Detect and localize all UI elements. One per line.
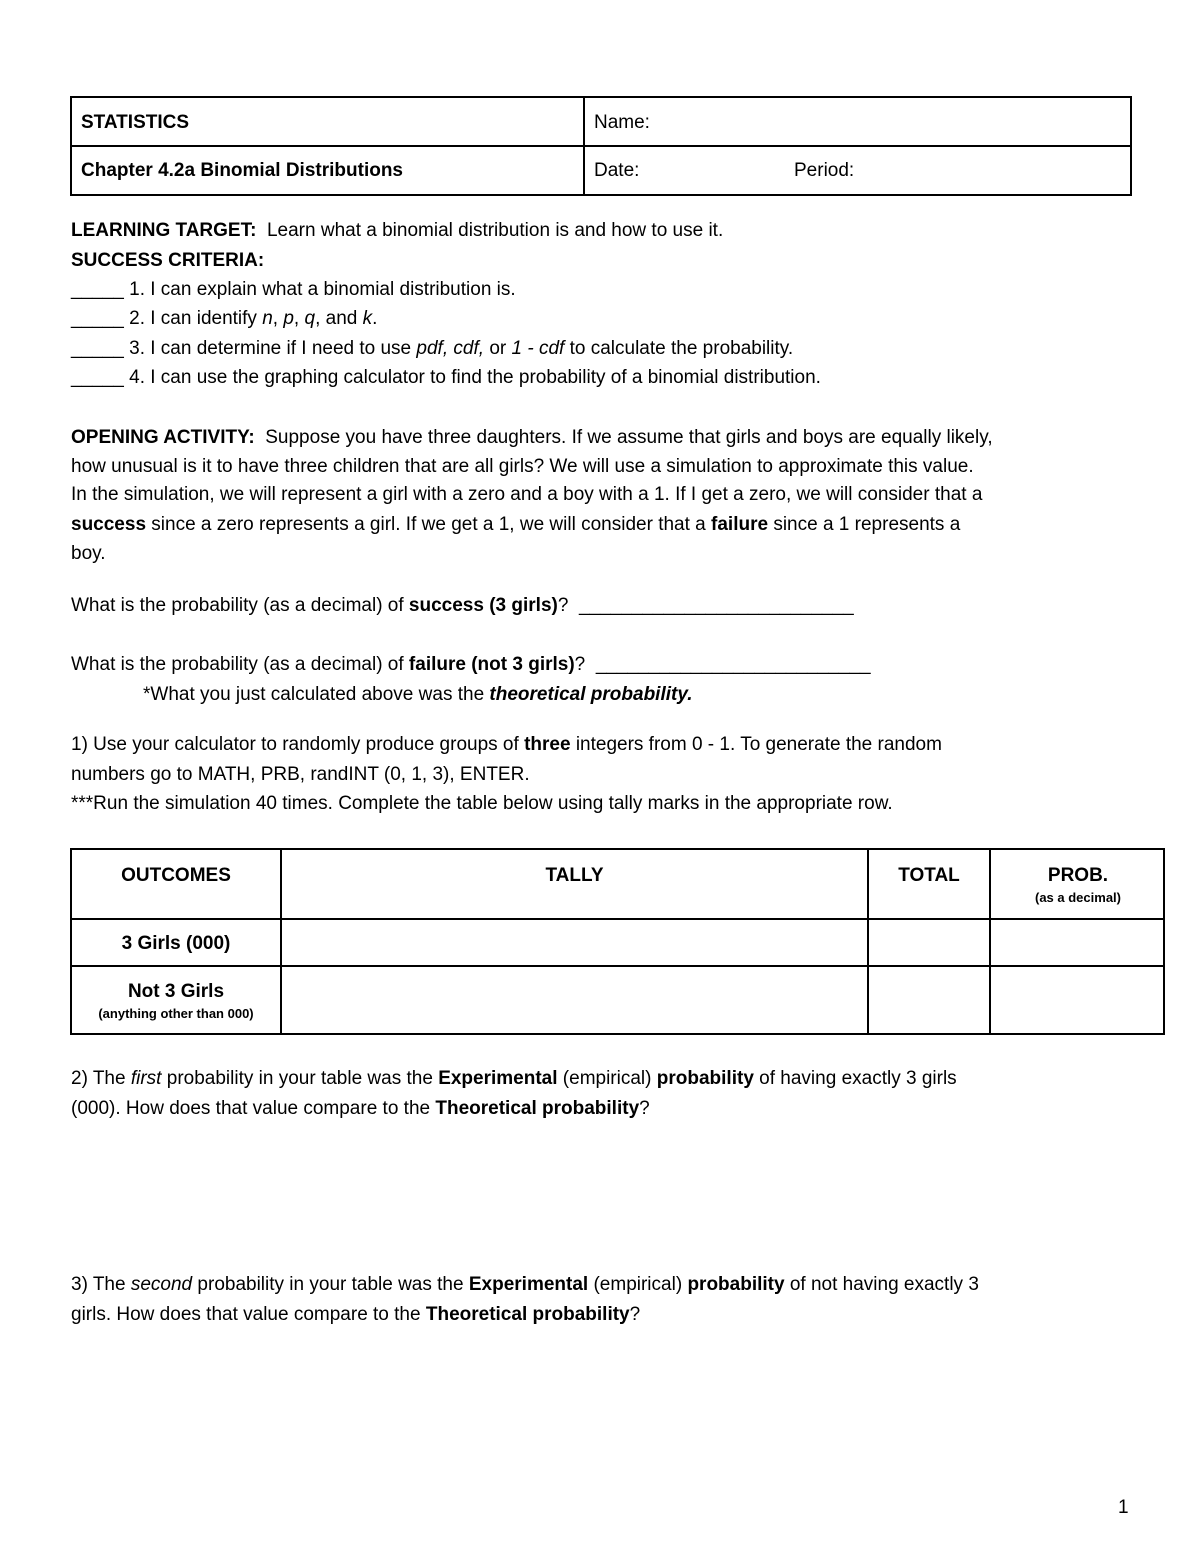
- step-bold: Experimental: [468, 1274, 589, 1295]
- learning-target: [71, 220, 723, 242]
- prob-cell-not-3-girls[interactable]: [991, 967, 1165, 1033]
- question-mark: ?: [629, 1304, 641, 1325]
- step3-line-1: [71, 1274, 979, 1296]
- step-italic: second: [130, 1274, 193, 1295]
- success-term: success: [71, 514, 147, 535]
- opening-label: OPENING ACTIVITY:: [71, 427, 255, 448]
- step-bold: three: [524, 734, 571, 755]
- step-bold: Experimental: [438, 1068, 558, 1089]
- step-text: probability in your table was the: [197, 1274, 464, 1295]
- date-label: Date:: [594, 160, 640, 181]
- question-bold: failure (not 3 girls): [408, 654, 575, 675]
- learning-target-text: Learn what a binomial distribution is and how to use it.: [266, 220, 724, 241]
- cdf-term: cdf,: [453, 338, 485, 359]
- step-italic: first: [130, 1068, 162, 1089]
- step-bold: Theoretical probability: [425, 1304, 630, 1325]
- var-p: p: [283, 308, 294, 329]
- header-prob: PROB.: [1047, 865, 1109, 886]
- question-text: What is the probability (as a decimal) of: [71, 654, 404, 675]
- row-3-girls-label: 3 Girls (000): [121, 933, 231, 954]
- question-bold: success (3 girls): [408, 595, 558, 616]
- step-text: 3) The: [71, 1274, 126, 1295]
- note-text: *What you just calculated above was the: [143, 684, 485, 705]
- course-title: STATISTICS: [81, 112, 190, 133]
- header-total: TOTAL: [898, 865, 960, 886]
- step-text: girls. How does that value compare to the: [71, 1304, 421, 1325]
- step-bold: Theoretical probability: [435, 1098, 640, 1119]
- answer-blank[interactable]: __________________________: [578, 595, 854, 616]
- step1-line-1: [71, 734, 942, 756]
- criteria-text: 4. I can use the graphing calculator to find the probability of a binomial distribution.: [129, 367, 821, 388]
- step3-line-2: [71, 1304, 640, 1326]
- or-word: or: [489, 338, 507, 359]
- step-bold: probability: [656, 1068, 754, 1089]
- step2-line-2: [71, 1098, 650, 1120]
- opening-line-1: [71, 427, 993, 449]
- learning-target-label: LEARNING TARGET:: [71, 220, 257, 241]
- header-outcomes: OUTCOMES: [121, 865, 231, 886]
- pdf-term: pdf,: [416, 338, 449, 359]
- criteria-blank: _____: [71, 338, 124, 359]
- opening-text: Suppose you have three daughters. If we assume that girls and boys are equally likely,: [265, 427, 993, 448]
- prob-cell-3-girls[interactable]: [991, 920, 1165, 965]
- step1-line-3: ***Run the simulation 40 times. Complete the table below using tally marks in the appropriate row.: [71, 793, 893, 814]
- question-mark: ?: [557, 595, 569, 616]
- step-text: of not having exactly 3: [789, 1274, 979, 1295]
- criteria-text-end: to calculate the probability.: [569, 338, 794, 359]
- row-not-3-girls-sub: (anything other than 000): [98, 1006, 254, 1021]
- step3-answer-area[interactable]: [71, 1334, 1131, 1464]
- var-k: k: [362, 308, 373, 329]
- step-text: 2) The: [71, 1068, 126, 1089]
- criteria-item-2: _____ 2. I can identify n, p, q, and k.: [71, 308, 378, 329]
- opening-line-2: how unusual is it to have three children that are all girls? We will use a simulation to approximate this value.: [71, 456, 974, 477]
- question-mark: ?: [574, 654, 586, 675]
- criteria-text: 1. I can explain what a binomial distribution is.: [129, 279, 516, 300]
- header-tally: TALLY: [545, 865, 604, 886]
- header-prob-sub: (as a decimal): [1035, 890, 1121, 905]
- and-word: and: [325, 308, 358, 329]
- tally-cell-3-girls[interactable]: [282, 920, 867, 965]
- criteria-item-3: [71, 338, 793, 360]
- var-q: q: [304, 308, 316, 329]
- step1-line-2: numbers go to MATH, PRB, randINT (0, 1, 3), ENTER.: [71, 764, 530, 785]
- page-number: 1: [1118, 1497, 1129, 1518]
- period-label: Period:: [794, 160, 855, 181]
- question-success: [71, 595, 854, 617]
- step-text: (000). How does that value compare to the: [71, 1098, 431, 1119]
- total-cell-not-3-girls[interactable]: [869, 967, 989, 1033]
- step-text: of having exactly 3 girls: [759, 1068, 957, 1089]
- theoretical-note: [143, 684, 692, 706]
- criteria-blank: _____: [71, 279, 124, 300]
- step-bold: probability: [687, 1274, 785, 1295]
- opening-line-4: [71, 514, 960, 536]
- var-n: n: [262, 308, 273, 329]
- criteria-item-1: [71, 279, 516, 301]
- step-text: 1) Use your calculator to randomly produce groups of: [71, 734, 519, 755]
- step2-answer-area[interactable]: [71, 1128, 1131, 1258]
- criteria-text: 3. I can determine if I need to use: [129, 338, 412, 359]
- criteria-blank: _____: [71, 308, 124, 329]
- step-text: integers from 0 - 1. To generate the random: [575, 734, 942, 755]
- tally-cell-not-3-girls[interactable]: [282, 967, 867, 1033]
- header-divider-horizontal: [72, 145, 1130, 147]
- total-cell-3-girls[interactable]: [869, 920, 989, 965]
- opening-line-3: In the simulation, we will represent a girl with a zero and a boy with a 1. If I get a zero, we will consider that a: [71, 484, 983, 505]
- step-text: probability in your table was the: [166, 1068, 433, 1089]
- header-table: [70, 96, 1132, 196]
- name-label: Name:: [594, 112, 650, 133]
- question-failure: [71, 654, 871, 676]
- chapter-title: Chapter 4.2a Binomial Distributions: [81, 160, 403, 181]
- question-text: What is the probability (as a decimal) of: [71, 595, 404, 616]
- one-minus-cdf-term: 1 - cdf: [511, 338, 565, 359]
- outcomes-table: [70, 848, 1165, 1035]
- criteria-item-4: [71, 367, 821, 389]
- step-text: (empirical): [562, 1068, 652, 1089]
- opening-text: since a zero represents a girl. If we get a 1, we will consider that a: [151, 514, 706, 535]
- opening-text: since a 1 represents a: [773, 514, 961, 535]
- answer-blank[interactable]: __________________________: [595, 654, 871, 675]
- opening-line-5: boy.: [71, 543, 106, 564]
- criteria-text: 2. I can identify: [129, 308, 257, 329]
- failure-term: failure: [711, 514, 769, 535]
- success-criteria-label: SUCCESS CRITERIA:: [71, 250, 265, 271]
- question-mark: ?: [639, 1098, 650, 1119]
- row-not-3-girls-label: Not 3 Girls: [127, 981, 225, 1002]
- step2-line-1: [71, 1068, 957, 1090]
- step-text: (empirical): [593, 1274, 683, 1295]
- note-bold: theoretical probability.: [489, 684, 693, 705]
- criteria-blank: _____: [71, 367, 124, 388]
